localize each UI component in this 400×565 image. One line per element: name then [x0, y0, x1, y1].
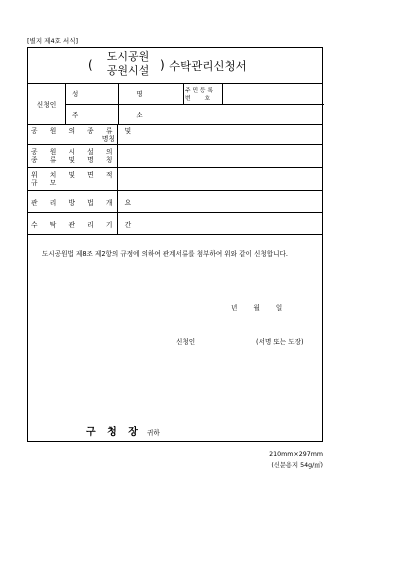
location-label-line1: 위 치 및 면 적: [31, 171, 118, 179]
management-row: [28, 191, 322, 213]
location-row: [28, 168, 322, 191]
facility-label: [28, 145, 118, 167]
id-number-value[interactable]: [224, 84, 322, 103]
facility-label-line2: 종 류 및 명 칭: [31, 156, 118, 164]
address-value[interactable]: [120, 105, 322, 124]
id-number-label-bottom: 번 호: [185, 96, 217, 102]
park-type-value[interactable]: [120, 126, 322, 143]
signature-placeholder: (서명 또는 도장): [256, 338, 304, 346]
management-value[interactable]: [120, 192, 322, 211]
form-number: [별지 제4호 서식]: [27, 37, 79, 45]
park-type-label-line1: 공 원 의 종 류 및: [31, 126, 137, 135]
title-paren-close: ): [160, 58, 165, 72]
facility-label-line1: 공 원 시 설 의: [31, 148, 118, 156]
title-paren-open: (: [88, 58, 93, 72]
recipient: 구 청 장: [86, 427, 142, 438]
applicant-label: 신청인: [28, 83, 66, 124]
form-title: [28, 48, 322, 84]
date-line: 년 월 일: [231, 304, 283, 312]
address-label: 주 소: [72, 111, 171, 119]
title-main: 수탁관리신청서: [169, 59, 247, 73]
signer-label: 신청인: [176, 338, 196, 346]
honorific: 귀하: [147, 429, 160, 437]
recipient-line: [86, 420, 160, 439]
application-form: [27, 47, 323, 442]
facility-row: [28, 145, 322, 168]
period-row: [28, 213, 322, 235]
park-type-row: [28, 125, 322, 145]
park-type-label-line2: 명칭: [101, 134, 115, 143]
paper-type: (신문용지 54g/㎡): [271, 462, 323, 469]
application-statement: 도시공원법 제8조 제2항의 규정에 의하여 관계서류를 첨부하여 위와 같이 신청합니다.: [42, 250, 288, 258]
id-number-label-top: 주 민 등 록: [185, 88, 213, 94]
applicant-block: [28, 83, 322, 125]
name-value[interactable]: [120, 84, 182, 103]
period-value[interactable]: [120, 214, 322, 233]
title-line-park: 도시공원: [106, 50, 150, 63]
location-label-line2: 규 모: [31, 179, 62, 187]
park-type-label: [28, 125, 137, 144]
title-stack: [98, 50, 158, 78]
paper-size: 210mm×297mm: [269, 451, 323, 458]
name-label: 성 명: [72, 90, 171, 98]
period-label: 수 탁 관 리 기 간: [28, 213, 118, 234]
title-line-facility: 공원시설: [106, 64, 150, 77]
management-label: 관 리 방 법 개 요: [28, 191, 118, 212]
location-label: [28, 168, 118, 190]
location-value[interactable]: [120, 169, 322, 189]
facility-value[interactable]: [120, 146, 322, 166]
